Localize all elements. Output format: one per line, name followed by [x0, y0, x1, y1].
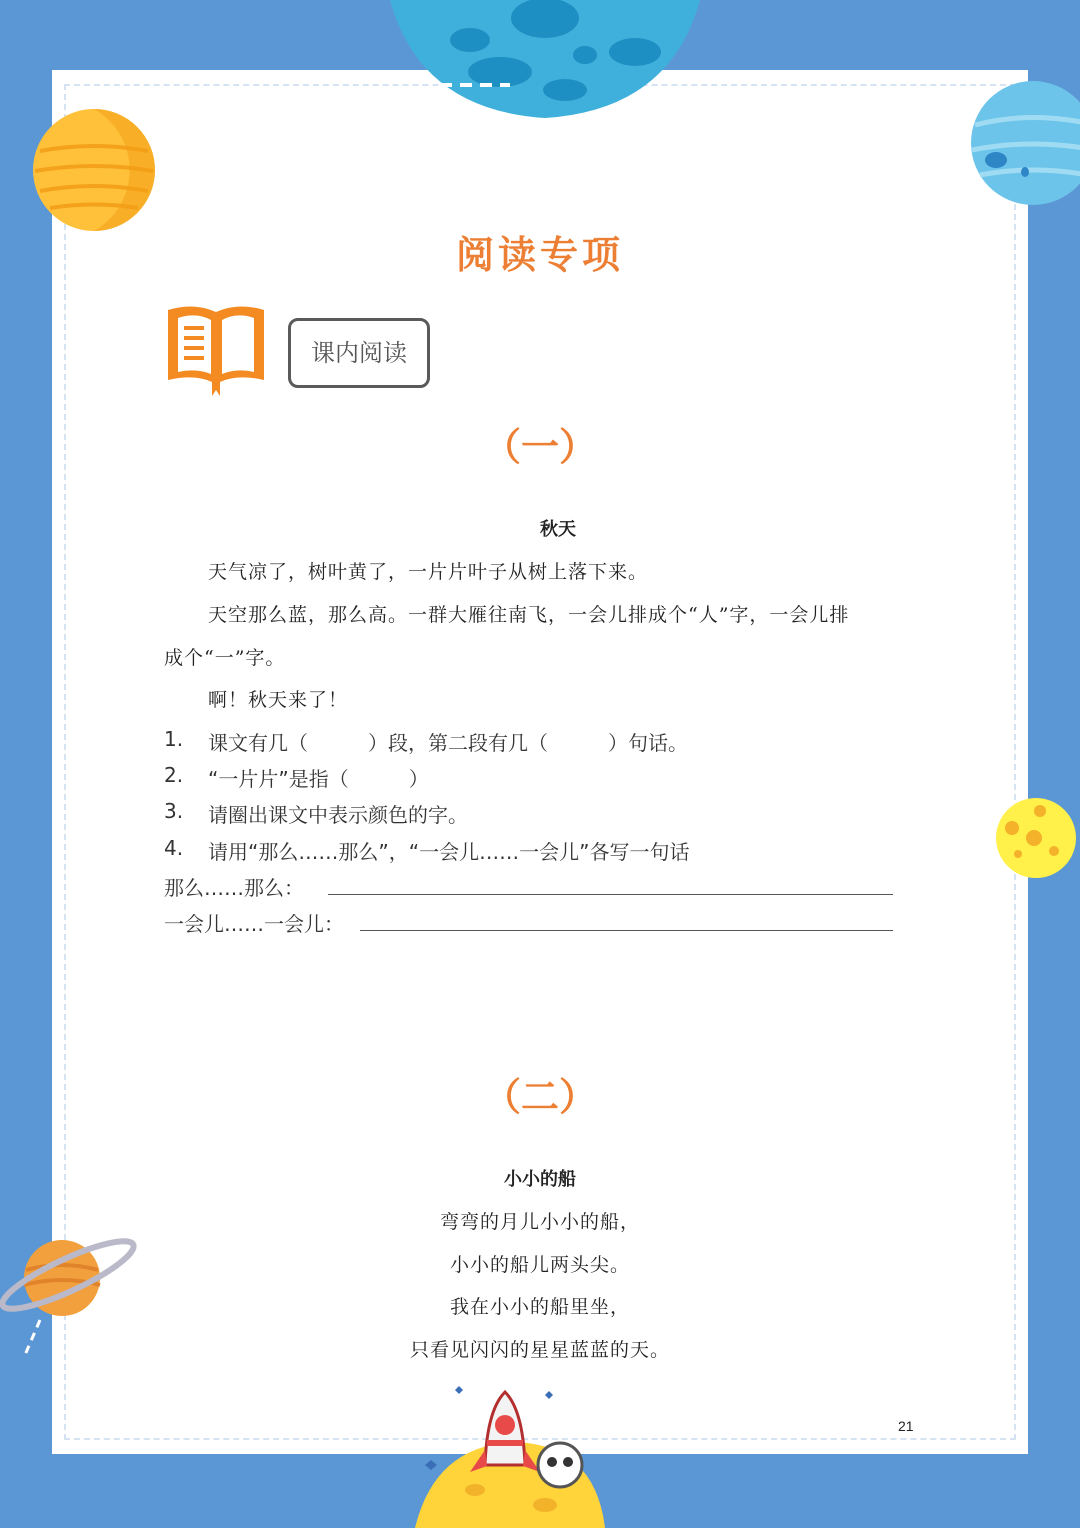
- poem-line: 小小的船儿两头尖。: [449, 1254, 630, 1276]
- question-number: 3.: [164, 799, 184, 823]
- passage-paragraph: 天空那么蓝，那么高。一群大雁往南飞，一会儿排成个“人”字，一会儿排: [208, 604, 850, 626]
- passage-title: 秋天: [540, 519, 576, 540]
- passage-paragraph: 啊！秋天来了！: [208, 689, 349, 711]
- question-text: 请圈出课文中表示颜色的字。: [208, 803, 468, 827]
- blue-planet-icon: [970, 80, 1080, 206]
- poem-line: 弯弯的月儿小小的船，: [439, 1211, 640, 1233]
- question-text: “一片片”是指（ ）: [208, 767, 429, 791]
- passage-paragraph: 成个“一”字。: [164, 647, 286, 669]
- question-number: 2.: [164, 763, 184, 787]
- page-number: 21: [898, 1418, 914, 1434]
- poem-title: 小小的船: [504, 1169, 576, 1190]
- answer-line[interactable]: [360, 930, 893, 931]
- answer-line[interactable]: [328, 894, 893, 895]
- blank-label: 一会儿……一会儿：: [164, 912, 344, 936]
- small-yellow-planet-icon: [994, 796, 1080, 880]
- poem-line: 只看见闪闪的星星蓝蓝的天。: [409, 1339, 670, 1361]
- passage-paragraph: 天气凉了，树叶黄了，一片片叶子从树上落下来。: [208, 561, 649, 583]
- page-title: 阅读专项: [455, 232, 624, 277]
- question-number: 1.: [164, 727, 184, 751]
- part-two-number: （二）: [482, 1074, 597, 1119]
- rocket-panda-illustration: [405, 1370, 615, 1528]
- blank-label: 那么……那么：: [164, 876, 304, 900]
- open-book-icon: [164, 302, 270, 398]
- question-text: 课文有几（ ）段，第二段有几（ ）句话。: [208, 731, 688, 755]
- part-one-number: （一）: [482, 424, 597, 469]
- moon-planet-illustration: [380, 0, 710, 125]
- poem-line: 我在小小的船里坐，: [449, 1296, 630, 1318]
- section-tag: 课内阅读: [288, 318, 430, 388]
- yellow-planet-icon: [30, 106, 158, 234]
- dashed-border: [64, 84, 1016, 1440]
- question-text: 请用“那么……那么”，“一会儿……一会儿”各写一句话: [208, 840, 690, 864]
- question-number: 4.: [164, 836, 184, 860]
